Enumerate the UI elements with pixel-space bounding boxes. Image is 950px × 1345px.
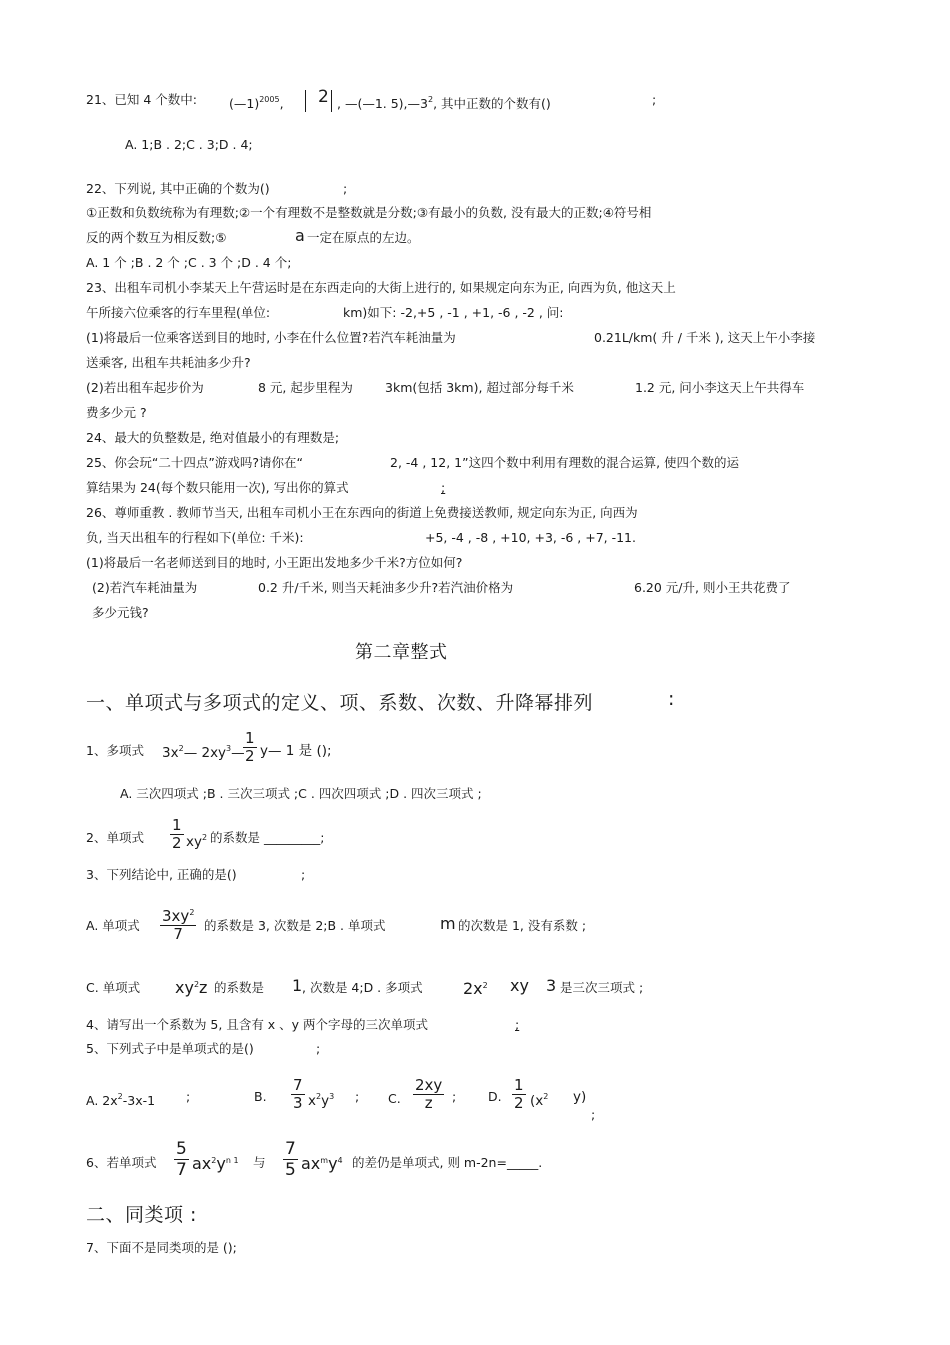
q26-line4b: 0.2 升/千米, 则当天耗油多少升?若汽油价格为 xyxy=(258,580,514,595)
p6-suffix: 的差仍是单项式, 则 m-2n=_____. xyxy=(352,1155,543,1170)
q26-line4a: (2)若汽车耗油量为 xyxy=(92,580,198,595)
p6-monomial2: $ax^my^4$ xyxy=(301,1154,343,1173)
section1-colon: : xyxy=(668,688,675,710)
q22-var-a: a xyxy=(295,226,305,245)
p5-optB-fraction: $\frac{7}{3}$ xyxy=(293,1076,303,1112)
p5-optA-semicolon: ; xyxy=(186,1089,191,1104)
p5-optC-fraction: $\frac{2xy}{z}$ xyxy=(415,1076,443,1112)
p3-optD-term3: 3 xyxy=(546,976,557,995)
p5-optC-semicolon: ; xyxy=(452,1089,457,1104)
abs-bar-right xyxy=(331,90,332,112)
q22-options: A. 1 个 ;B . 2 个 ;C . 3 个 ;D . 4 个; xyxy=(86,255,292,270)
q23-line1: 23、出租车司机小李某天上午营运时是在东西走向的大街上进行的, 如果规定向东为正, 向西为负, 他这天上 xyxy=(86,280,676,295)
p3-optD-term2: xy xyxy=(510,976,529,995)
p3-semicolon: ; xyxy=(301,867,306,882)
p5-optB-monomial: $x^2y^3$ xyxy=(308,1092,335,1109)
q23-line4: 送乘客, 出租车共耗油多少升? xyxy=(86,355,251,370)
p5-optB-label: B. xyxy=(254,1089,267,1104)
q22-semicolon: ; xyxy=(343,181,348,196)
p3-optD-term1: $2x^2$ xyxy=(463,979,488,998)
p5-optA: A. $2x^2-3x-1$ xyxy=(86,1092,156,1108)
p3-optB-var: m xyxy=(440,914,456,933)
p6-fraction1: $\frac{5}{7}$ xyxy=(176,1139,187,1180)
q22-line2a: 反的两个数互为相反数;⑤ xyxy=(86,230,227,245)
q23-line3b: 0.21L/km( 升 / 千米 ), 这天上午小李接 xyxy=(594,330,816,345)
p3-stem: 3、下列结论中, 正确的是() xyxy=(86,867,237,882)
q23-line5b: 8 元, 起步里程为 xyxy=(258,380,353,395)
q23-line2b: km)如下: -2,+5 , -1 , +1, -6 , -2 , 问: xyxy=(343,305,564,320)
chapter-title: 第二章整式 xyxy=(355,642,448,663)
p2-suffix: 的系数是 _________; xyxy=(210,830,325,845)
p3-optA-fraction: $\frac{3xy^2}{7}$ xyxy=(160,904,196,943)
p6-monomial1: $ax^2y^{n 1}$ xyxy=(192,1154,239,1173)
p3-optB-text: 的次数是 1, 没有系数 ; xyxy=(458,918,587,933)
q21-semicolon: ; xyxy=(652,92,657,107)
p3-optA-prefix: A. 单项式 xyxy=(86,918,140,933)
p3-optC-monomial: $xy^2z$ xyxy=(175,978,208,997)
p6-with: 与 xyxy=(253,1155,266,1170)
p7-text: 7、下面不是同类项的是 (); xyxy=(86,1240,237,1255)
section2-title: 二、同类项 : xyxy=(86,1204,197,1226)
p3-optC-text: 的系数是 xyxy=(214,980,265,995)
q22-line1: ①正数和负数统称为有理数;②一个有理数不是整数就是分数;③有最小的负数, 没有最大的正数;④符号相 xyxy=(86,205,652,220)
p5-semicolon: ; xyxy=(316,1041,321,1056)
q21-abs-value: 2 xyxy=(318,87,329,107)
q21-options: A. 1;B . 2;C . 3;D . 4; xyxy=(125,137,253,152)
q26-line4c: 6.20 元/升, 则小王共花费了 xyxy=(634,580,791,595)
q23-line5a: (2)若出租车起步价为 xyxy=(86,380,204,395)
q26-line3: (1)将最后一名老师送到目的地时, 小王距出发地多少千米?方位如何? xyxy=(86,555,463,570)
p2-monomial: $xy^2$ xyxy=(186,833,208,850)
p3-optC-text2: , 次数是 4;D . 多项式 xyxy=(302,980,423,995)
p4-text: 4、请写出一个系数为 5, 且含有 x 、y 两个字母的三次单项式 xyxy=(86,1017,429,1032)
q21-prefix: 21、已知 4 个数中: xyxy=(86,92,198,107)
p5-optD-label: D. xyxy=(488,1089,502,1104)
p3-optD-text: 是三次三项式 ; xyxy=(560,980,644,995)
p1-polynomial: $3x^2—$ $2xy^3—$ xyxy=(162,744,245,761)
p5-optB-semicolon: ; xyxy=(355,1089,360,1104)
p6-fraction2: $\frac{7}{5}$ xyxy=(285,1139,296,1180)
p3-optC-coef: 1 xyxy=(292,976,303,995)
q26-line1: 26、尊师重教 . 教师节当天, 出租车司机小王在东西向的街道上免费接送教师, 规定向东为正, 向西为 xyxy=(86,505,638,520)
q26-line2a: 负, 当天出租车的行程如下(单位: 千米): xyxy=(86,530,304,545)
p5-optD-paren: ($x^2$ xyxy=(530,1092,549,1109)
p3-optC-prefix: C. 单项式 xyxy=(86,980,141,995)
q22-stem: 22、下列说, 其中正确的个数为() xyxy=(86,181,270,196)
q23-line5d: 1.2 元, 问小李这天上午共得车 xyxy=(635,380,805,395)
q23-line5c: 3km(包括 3km), 超过部分每千米 xyxy=(385,380,574,395)
p1-suffix: y— 1 是 (); xyxy=(260,743,332,759)
p1-options: A. 三次四项式 ;B . 三次三项式 ;C . 四次四项式 ;D . 四次三项式 ; xyxy=(120,786,482,801)
q24-text: 24、最大的负整数是, 绝对值最小的有理数是; xyxy=(86,430,340,445)
q22-line2c: 一定在原点的左边。 xyxy=(307,230,420,245)
p5-optD-semicolon: ; xyxy=(591,1107,596,1122)
q23-line2a: 午所接六位乘客的行车里程(单位: xyxy=(86,305,271,320)
q23-line3a: (1)将最后一位乘客送到目的地时, 小李在什么位置?若汽车耗油量为 xyxy=(86,330,456,345)
q21-term1: (—1)$^{2005}$, xyxy=(229,95,284,111)
p4-answer-blank: ; xyxy=(515,1017,520,1032)
abs-bar-left xyxy=(305,90,306,112)
p5-optC-label: C. xyxy=(388,1091,401,1106)
p2-fraction: $\frac{1}{2}$ xyxy=(172,816,182,852)
q21-term3: , —(—1. $5),—3^2$, 其中正数的个数有() xyxy=(337,95,551,111)
p5-optD-fraction: $\frac{1}{2}$ xyxy=(514,1076,524,1112)
q25-line1b: 2, -4 , 12, 1”这四个数中利用有理数的混合运算, 使四个数的运 xyxy=(390,455,740,470)
q26-line5: 多少元钱? xyxy=(92,605,149,620)
p1-prefix: 1、多项式 xyxy=(86,743,144,758)
p6-prefix: 6、若单项式 xyxy=(86,1155,157,1170)
p3-optA-text: 的系数是 3, 次数是 2;B . 单项式 xyxy=(204,918,386,933)
q25-line1a: 25、你会玩“二十四点”游戏吗?请你在“ xyxy=(86,455,303,470)
q26-line2b: +5, -4 , -8 , +10, +3, -6 , +7, -11. xyxy=(425,530,636,545)
p5-optD-y: y) xyxy=(573,1089,587,1105)
q25-answer-blank: ; xyxy=(441,480,446,495)
q23-line6: 费多少元 ? xyxy=(86,405,147,420)
p1-fraction: $\frac{1}{2}$ xyxy=(245,729,255,765)
p2-prefix: 2、单项式 xyxy=(86,830,144,845)
p5-stem: 5、下列式子中是单项式的是() xyxy=(86,1041,254,1056)
section1-title: 一、单项式与多项式的定义、项、系数、次数、升降幂排列 xyxy=(86,692,594,714)
q25-line2: 算结果为 24(每个数只能用一次), 写出你的算式 xyxy=(86,480,349,495)
